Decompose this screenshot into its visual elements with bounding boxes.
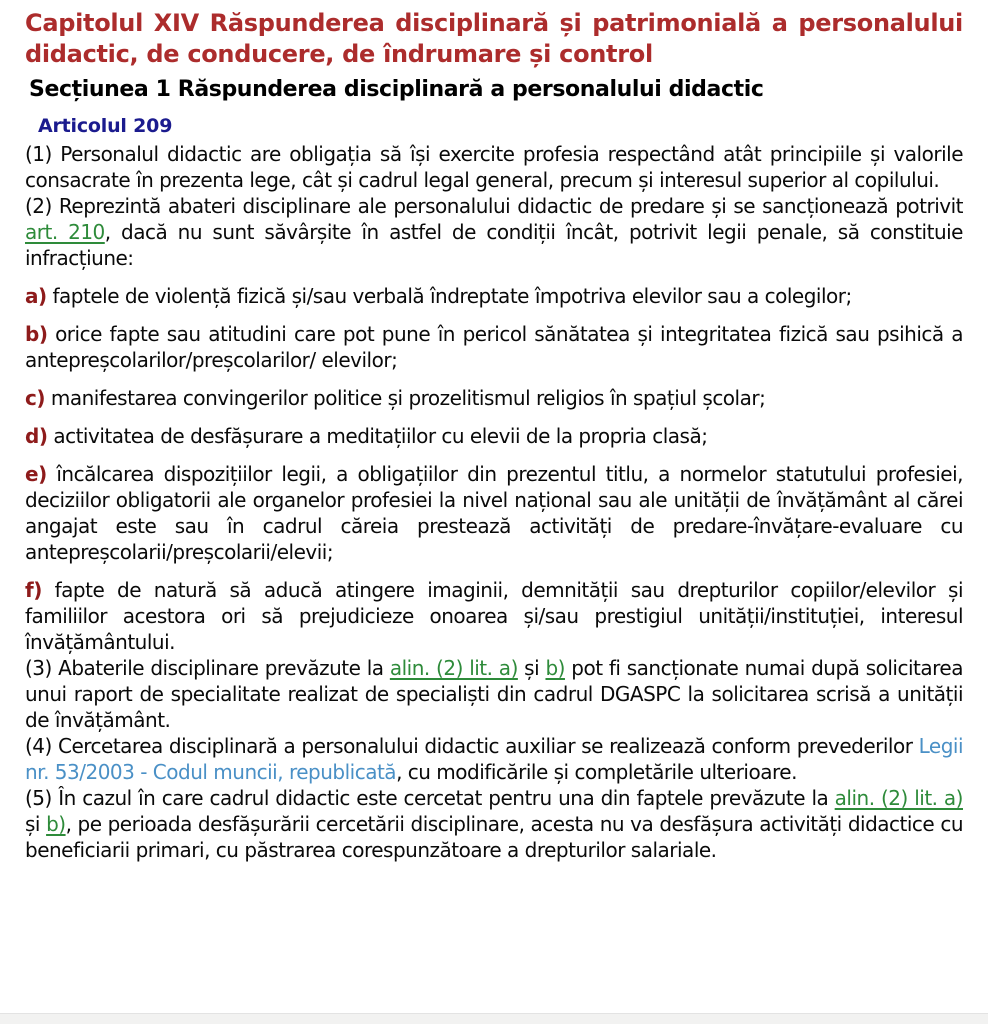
internal-reference-link[interactable]: b)	[545, 656, 565, 680]
text-run: și	[517, 656, 546, 680]
item-marker: b)	[25, 322, 48, 346]
paragraph-2	[25, 193, 963, 271]
item-marker: f)	[25, 578, 42, 602]
internal-reference-link[interactable]: art. 210	[25, 220, 105, 244]
article-label[interactable]: Articolul 209	[38, 115, 173, 137]
section-heading: Secțiunea 1 Răspunderea disciplinară a personalului didactic	[29, 77, 764, 102]
item-marker: d)	[25, 424, 48, 448]
internal-reference-link[interactable]: b)	[46, 812, 66, 836]
bottom-scroll-strip	[0, 1013, 988, 1024]
item-a	[25, 283, 963, 309]
paragraph-3	[25, 655, 963, 733]
paragraph-5	[25, 785, 963, 863]
text-run: (5) În cazul în care cadrul didactic este cercetat pentru una din faptele prevăzute la	[25, 786, 835, 810]
internal-reference-link[interactable]: alin. (2) lit. a)	[834, 786, 963, 810]
text-run: orice fapte sau atitudini care pot pune în pericol sănătatea și integritatea fizică sau psihică a antepreșcolarilor/preșcolarilor/ elevilor;	[25, 322, 963, 372]
item-b	[25, 321, 963, 373]
item-d	[25, 423, 963, 449]
item-marker: c)	[25, 386, 45, 410]
internal-reference-link[interactable]: alin. (2) lit. a)	[389, 656, 518, 680]
item-f	[25, 577, 963, 655]
text-run: și	[25, 812, 47, 836]
text-run: fapte de natură să aducă atingere imaginii, demnității sau drepturilor copiilor/elevilor și familiilor acestora ori să prejudicieze onoarea și/sau prestigiul unității/instituției, interesul învățământului.	[25, 578, 963, 654]
article-body	[25, 141, 963, 863]
text-run: (1) Personalul didactic are obligația să își exercite profesia respectând atât principiile și valorile consacrate în prezenta lege, cât și cadrul legal general, precum și interesul superior al copilului.	[25, 142, 963, 192]
item-c	[25, 385, 963, 411]
external-law-link[interactable]: Legii nr. 53/2003 - Codul muncii, republicată	[25, 734, 963, 784]
chapter-heading: Capitolul XIV Răspunderea disciplinară și patrimonială a personalului didactic, de conducere, de îndrumare și control	[25, 9, 963, 68]
text-run: activitatea de desfășurare a meditațiilor cu elevii de la propria clasă;	[47, 424, 708, 448]
text-run: încălcarea dispozițiilor legii, a obligațiilor din prezentul titlu, a normelor statutului profesiei, deciziilor obligatorii ale organelor profesiei la nivel național sau ale unității de învățământ al cărei angajat este sau în cadrul căreia prestează activități de predare-învățare-evaluare cu antepreșcolarii/preșcolarii/elevii;	[25, 462, 963, 564]
text-run: (2) Reprezintă abateri disciplinare ale personalului didactic de predare și se sancționează potrivit	[25, 194, 963, 218]
item-marker: a)	[25, 284, 47, 308]
paragraph-4	[25, 733, 963, 785]
text-run: faptele de violență fizică și/sau verbală îndreptate împotriva elevilor sau a colegilor;	[46, 284, 852, 308]
text-run: , dacă nu sunt săvârșite în astfel de condiții încât, potrivit legii penale, să constituie infracțiune:	[25, 220, 963, 270]
text-run: (3) Abaterile disciplinare prevăzute la	[25, 656, 390, 680]
text-run: , pe perioada desfășurării cercetării disciplinare, acesta nu va desfășura activități didactice cu beneficiarii primari, cu păstrarea corespunzătoare a drepturilor salariale.	[25, 812, 963, 862]
text-run: (4) Cercetarea disciplinară a personalului didactic auxiliar se realizează conform prevederilor	[25, 734, 919, 758]
item-e	[25, 461, 963, 565]
item-marker: e)	[25, 462, 47, 486]
paragraph-1	[25, 141, 963, 193]
text-run: , cu modificările și completările ulterioare.	[396, 760, 797, 784]
text-run: manifestarea convingerilor politice și prozelitismul religios în spațiul școlar;	[45, 386, 766, 410]
text-run: pot fi sancționate numai după solicitarea unui raport de specialitate realizat de specialiști din cadrul DGASPC la solicitarea scrisă a unității de învățământ.	[25, 656, 963, 732]
